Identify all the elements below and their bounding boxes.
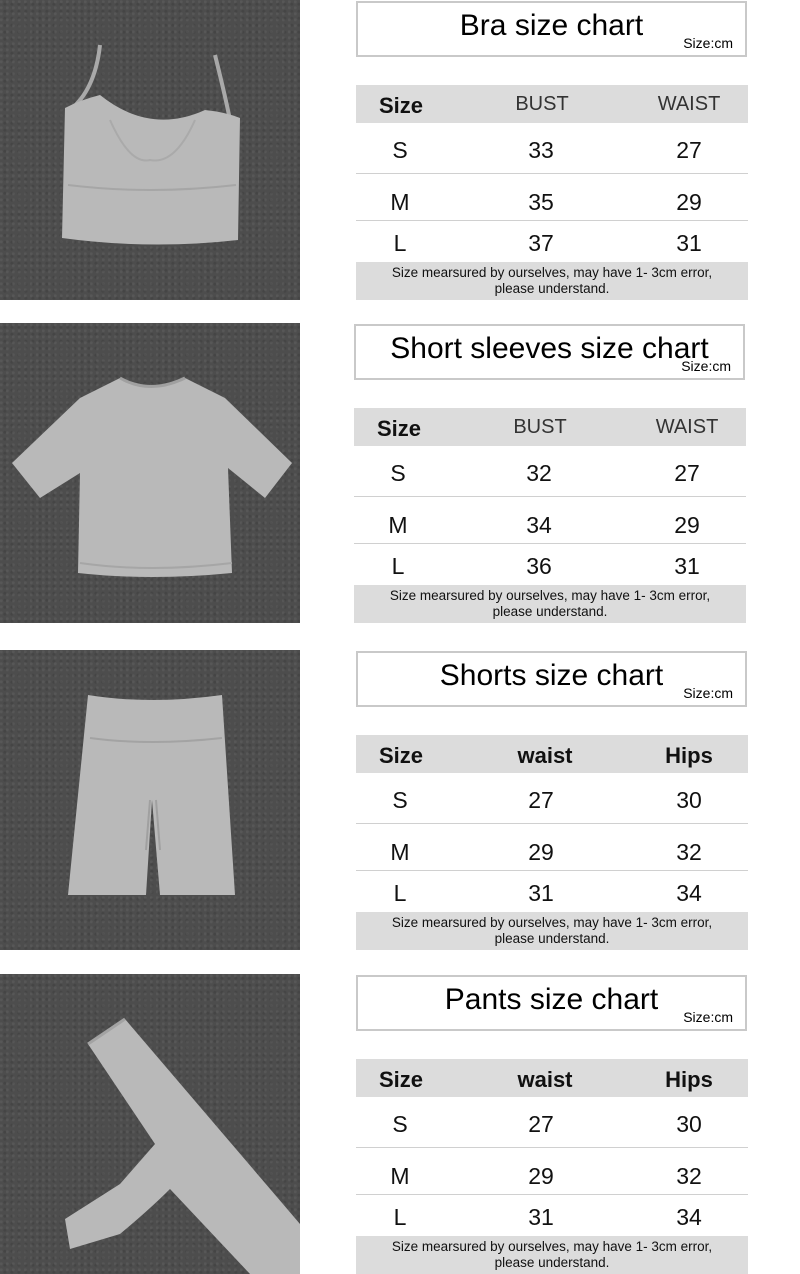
col-header-size: Size: [378, 743, 424, 768]
table-row: [356, 127, 748, 171]
short-sleeves-photo: [0, 323, 300, 623]
size-cell: L: [393, 1204, 407, 1230]
table-row: [356, 179, 748, 223]
note-line-2: please understand.: [494, 281, 610, 296]
pants-section: [0, 974, 800, 1274]
bra-table-header: [356, 85, 748, 123]
size-cell: S: [392, 137, 408, 163]
pants-size-unit: Size:cm: [683, 1009, 733, 1025]
bust-cell: 34: [526, 512, 552, 538]
size-cell: L: [393, 880, 407, 906]
table-row: [356, 829, 748, 873]
pants-garment-image: [0, 974, 300, 1274]
short-sleeves-table-header: [354, 408, 746, 446]
note-line-1: Size mearsured by ourselves, may have 1- 3cm error,: [391, 265, 713, 280]
col-header-hips: Hips: [665, 743, 713, 768]
col-header-waist: WAIST: [657, 93, 721, 115]
waist-cell: 29: [676, 189, 702, 215]
hips-cell: 30: [676, 787, 702, 813]
size-cell: M: [390, 189, 410, 215]
col-header-waist: waist: [517, 1067, 573, 1092]
table-row: [354, 450, 746, 494]
note-line-2: please understand.: [492, 604, 608, 619]
measurement-note: [356, 912, 748, 950]
row-divider: [356, 173, 748, 174]
waist-cell: 27: [674, 460, 700, 486]
size-cell: L: [391, 553, 405, 579]
shorts-size-table: [356, 735, 748, 950]
bust-cell: 35: [528, 189, 554, 215]
table-row: [356, 1101, 748, 1145]
waist-cell: 27: [676, 137, 702, 163]
measurement-note: [354, 585, 746, 623]
table-row: [356, 777, 748, 821]
note-line-2: please understand.: [494, 1255, 610, 1270]
waist-cell: 29: [528, 839, 554, 865]
row-divider: [354, 496, 746, 497]
col-header-hips: Hips: [665, 1067, 713, 1092]
waist-cell: 31: [528, 880, 554, 906]
measurement-note: [356, 1236, 748, 1274]
bust-cell: 37: [528, 230, 554, 256]
hips-cell: 32: [676, 1163, 702, 1189]
note-line-1: Size mearsured by ourselves, may have 1- 3cm error,: [389, 588, 711, 603]
shorts-table-header: [356, 735, 748, 773]
note-line-1: Size mearsured by ourselves, may have 1- 3cm error,: [391, 1239, 713, 1254]
short-sleeves-size-table: [354, 408, 746, 623]
hips-cell: 30: [676, 1111, 702, 1137]
size-cell: S: [392, 1111, 408, 1137]
bust-cell: 32: [526, 460, 552, 486]
pants-chart-title: Pants size chart: [444, 983, 659, 1016]
bra-title-box: [356, 1, 747, 57]
hips-cell: 34: [676, 880, 702, 906]
size-cell: L: [393, 230, 407, 256]
col-header-bust: BUST: [515, 93, 569, 115]
row-divider: [356, 1147, 748, 1148]
size-cell: M: [390, 839, 410, 865]
note-line-2: please understand.: [494, 931, 610, 946]
table-row: [356, 220, 748, 264]
shorts-section: [0, 650, 800, 950]
col-header-size: Size: [378, 93, 424, 118]
shorts-size-unit: Size:cm: [683, 685, 733, 701]
table-row: [354, 543, 746, 587]
waist-cell: 29: [528, 1163, 554, 1189]
bust-cell: 33: [528, 137, 554, 163]
shorts-title-box: [356, 651, 747, 707]
bra-size-table: [356, 85, 748, 300]
waist-cell: 27: [528, 787, 554, 813]
size-cell: S: [390, 460, 406, 486]
bra-photo: [0, 0, 300, 300]
size-cell: M: [388, 512, 408, 538]
hips-cell: 34: [676, 1204, 702, 1230]
short-sleeves-chart-title: Short sleeves size chart: [390, 332, 709, 365]
note-line-1: Size mearsured by ourselves, may have 1- 3cm error,: [391, 915, 713, 930]
bra-garment-image: [0, 0, 300, 300]
col-header-waist: waist: [517, 743, 573, 768]
table-row: [356, 1153, 748, 1197]
table-row: [356, 870, 748, 914]
col-header-bust: BUST: [513, 416, 567, 438]
col-header-size: Size: [378, 1067, 424, 1092]
waist-cell: 31: [528, 1204, 554, 1230]
short-sleeves-size-unit: Size:cm: [681, 358, 731, 374]
waist-cell: 27: [528, 1111, 554, 1137]
bra-chart-title: Bra size chart: [459, 9, 644, 42]
measurement-note: [356, 262, 748, 300]
shorts-photo: [0, 650, 300, 950]
col-header-waist: WAIST: [655, 416, 719, 438]
row-divider: [356, 823, 748, 824]
shorts-chart-title: Shorts size chart: [439, 659, 664, 692]
waist-cell: 31: [674, 553, 700, 579]
waist-cell: 29: [674, 512, 700, 538]
short-sleeves-section: [0, 323, 800, 623]
shorts-garment-image: [0, 650, 300, 950]
pants-table-header: [356, 1059, 748, 1097]
table-row: [356, 1194, 748, 1238]
bra-section: [0, 0, 800, 300]
pants-title-box: [356, 975, 747, 1031]
short-sleeves-title-box: [354, 324, 745, 380]
short-sleeves-garment-image: [0, 323, 300, 623]
size-cell: M: [390, 1163, 410, 1189]
pants-photo: [0, 974, 300, 1274]
col-header-size: Size: [376, 416, 422, 441]
waist-cell: 31: [676, 230, 702, 256]
bra-size-unit: Size:cm: [683, 35, 733, 51]
size-cell: S: [392, 787, 408, 813]
bust-cell: 36: [526, 553, 552, 579]
pants-size-table: [356, 1059, 748, 1274]
hips-cell: 32: [676, 839, 702, 865]
table-row: [354, 502, 746, 546]
